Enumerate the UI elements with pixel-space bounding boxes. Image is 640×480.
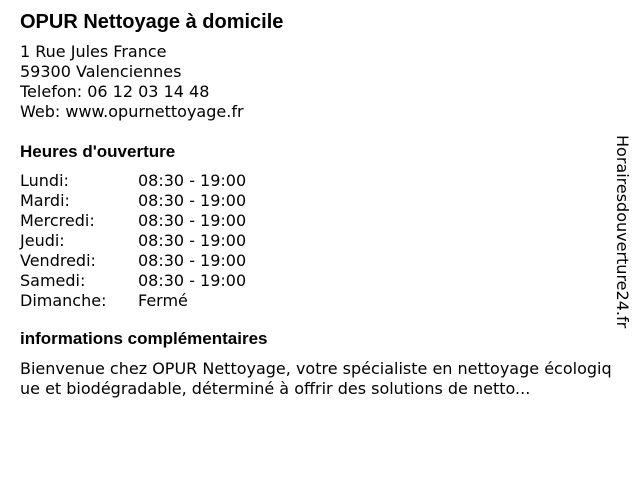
business-title: OPUR Nettoyage à domicile bbox=[20, 11, 284, 33]
hours-time: 08:30 - 19:00 bbox=[138, 211, 247, 230]
hours-title: Heures d'ouverture bbox=[20, 142, 176, 161]
hours-time: Fermé bbox=[138, 291, 188, 310]
address-city: 59300 Valenciennes bbox=[20, 62, 182, 81]
hours-day: Lundi: bbox=[20, 171, 69, 190]
hours-row-tuesday bbox=[20, 191, 612, 211]
phone-number[interactable]: 06 12 03 14 48 bbox=[87, 82, 210, 101]
hours-row-wednesday bbox=[20, 211, 612, 231]
hours-row-sunday bbox=[20, 291, 612, 311]
hours-day: Dimanche: bbox=[20, 291, 107, 310]
web-line bbox=[20, 102, 612, 122]
info-description: Bienvenue chez OPUR Nettoyage, votre spécialiste en nettoyage écologique et biodégradable, déterminé à offrir des solutions de netto... bbox=[20, 359, 612, 398]
hours-day: Vendredi: bbox=[20, 251, 96, 270]
phone-label: Telefon: bbox=[20, 82, 83, 101]
hours-time: 08:30 - 19:00 bbox=[138, 251, 247, 270]
hours-time: 08:30 - 19:00 bbox=[138, 171, 247, 190]
hours-time: 08:30 - 19:00 bbox=[138, 191, 247, 210]
web-link[interactable]: www.opurnettoyage.fr bbox=[65, 102, 244, 121]
hours-day: Samedi: bbox=[20, 271, 86, 290]
site-watermark: Horairesdouverture24.fr bbox=[613, 135, 632, 329]
hours-row-saturday bbox=[20, 271, 612, 291]
hours-time: 08:30 - 19:00 bbox=[138, 231, 247, 250]
hours-row-thursday bbox=[20, 231, 612, 251]
hours-time: 08:30 - 19:00 bbox=[138, 271, 247, 290]
business-card bbox=[20, 10, 612, 399]
info-title: informations complémentaires bbox=[20, 329, 268, 348]
hours-table bbox=[20, 171, 612, 311]
phone-line bbox=[20, 82, 612, 102]
hours-day: Mercredi: bbox=[20, 211, 95, 230]
address-block bbox=[20, 42, 612, 122]
hours-day: Mardi: bbox=[20, 191, 70, 210]
web-label: Web: bbox=[20, 102, 61, 121]
hours-row-monday bbox=[20, 171, 612, 191]
address-street: 1 Rue Jules France bbox=[20, 42, 167, 61]
hours-day: Jeudi: bbox=[20, 231, 65, 250]
hours-row-friday bbox=[20, 251, 612, 271]
